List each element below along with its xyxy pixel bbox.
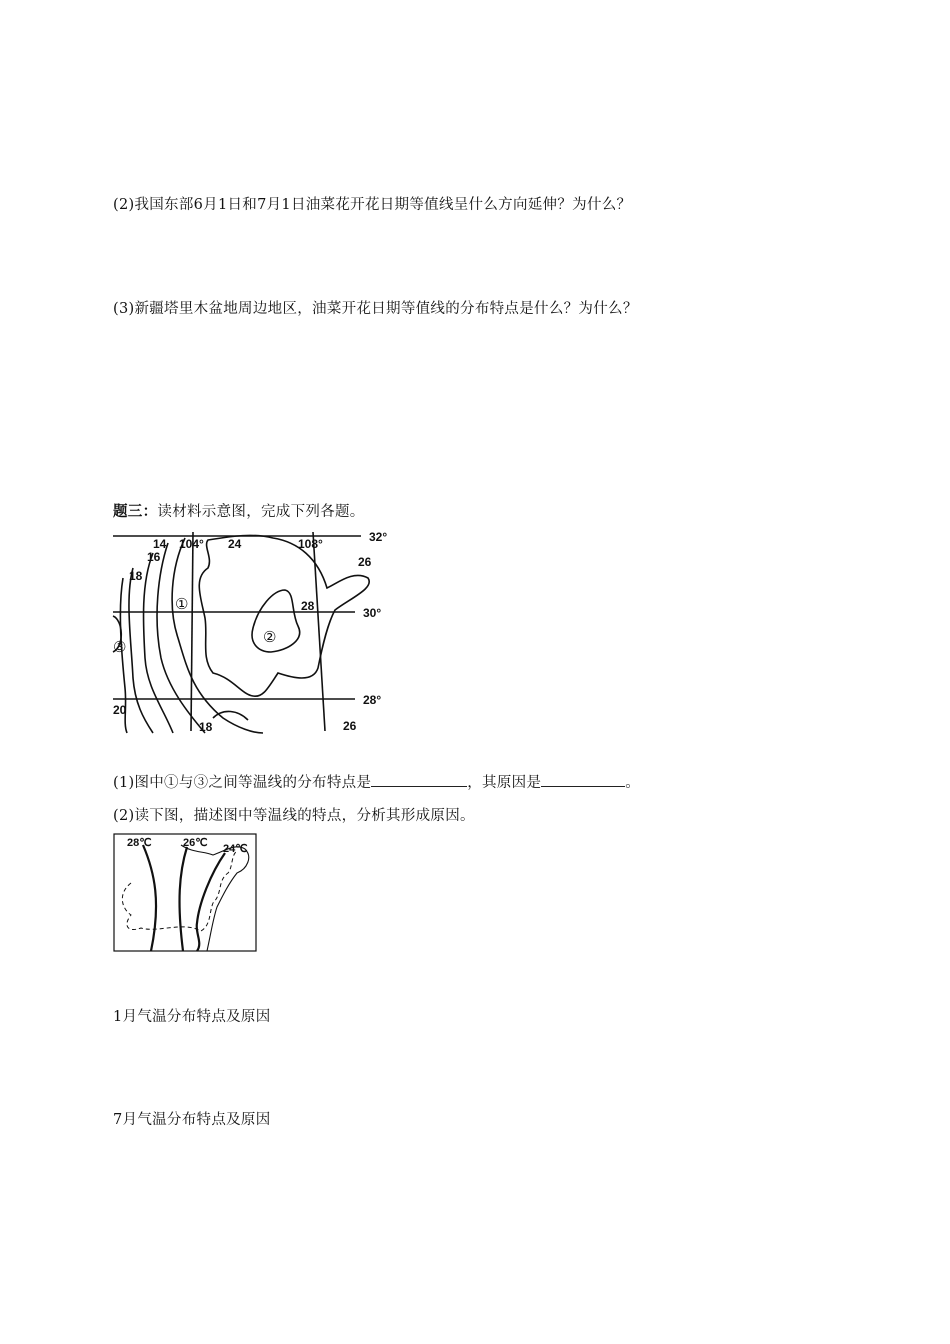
lat-label-32: 32° bbox=[369, 530, 388, 544]
question-3: (3)新疆塔里木盆地周边地区，油菜开花日期等值线的分布特点是什么？为什么？ bbox=[113, 301, 638, 317]
isotherm-26-label: 26℃ bbox=[183, 837, 208, 849]
january-question: 1月气温分布特点及原因 bbox=[113, 1009, 271, 1025]
isotherm-28-label: 28℃ bbox=[127, 837, 152, 849]
lon-label-104: 104° bbox=[179, 537, 204, 551]
section-3-heading: 题三： bbox=[113, 503, 158, 520]
isotherm-label-28: 28 bbox=[301, 599, 315, 613]
isotherm-label-16: 16 bbox=[147, 550, 161, 564]
isotherm-label-20: 20 bbox=[113, 703, 127, 717]
sub-question-1-part-c: 。 bbox=[625, 775, 641, 791]
answer-blank-1[interactable] bbox=[371, 772, 467, 787]
marker-2: ② bbox=[263, 629, 277, 646]
isotherm-label-26-north: 26 bbox=[358, 555, 372, 569]
isotherm-label-24: 24 bbox=[228, 537, 242, 551]
sub-question-1-part-a: (1)图中①与③之间等温线的分布特点是 bbox=[113, 775, 372, 791]
isotherm-24-label: 24℃ bbox=[223, 843, 248, 855]
isotherm-label-14: 14 bbox=[153, 537, 167, 551]
lon-label-108: 108° bbox=[298, 537, 323, 551]
question-2: (2)我国东部6月1日和7月1日油菜花开花日期等值线呈什么方向延伸？为什么？ bbox=[113, 197, 632, 213]
isotherm-label-18: 18 bbox=[129, 569, 143, 583]
sub-question-1 bbox=[113, 771, 640, 792]
lat-label-28: 28° bbox=[363, 693, 382, 707]
sub-question-1-part-b: ，其原因是 bbox=[467, 775, 542, 791]
july-question: 7月气温分布特点及原因 bbox=[113, 1112, 271, 1128]
lat-label-30: 30° bbox=[363, 606, 382, 620]
marker-3: ③ bbox=[113, 639, 127, 656]
section-3-title bbox=[113, 500, 365, 521]
temperature-map bbox=[113, 833, 257, 952]
isotherm-label-18-south: 18 bbox=[199, 720, 213, 734]
section-3-intro: 读材料示意图，完成下列各题。 bbox=[157, 504, 365, 520]
isotherm-map bbox=[113, 528, 388, 734]
isotherm-label-26-south: 26 bbox=[343, 719, 357, 733]
marker-1: ① bbox=[175, 596, 189, 613]
answer-blank-2[interactable] bbox=[541, 772, 625, 787]
sub-question-2: (2)读下图，描述图中等温线的特点，分析其形成原因。 bbox=[113, 808, 475, 824]
